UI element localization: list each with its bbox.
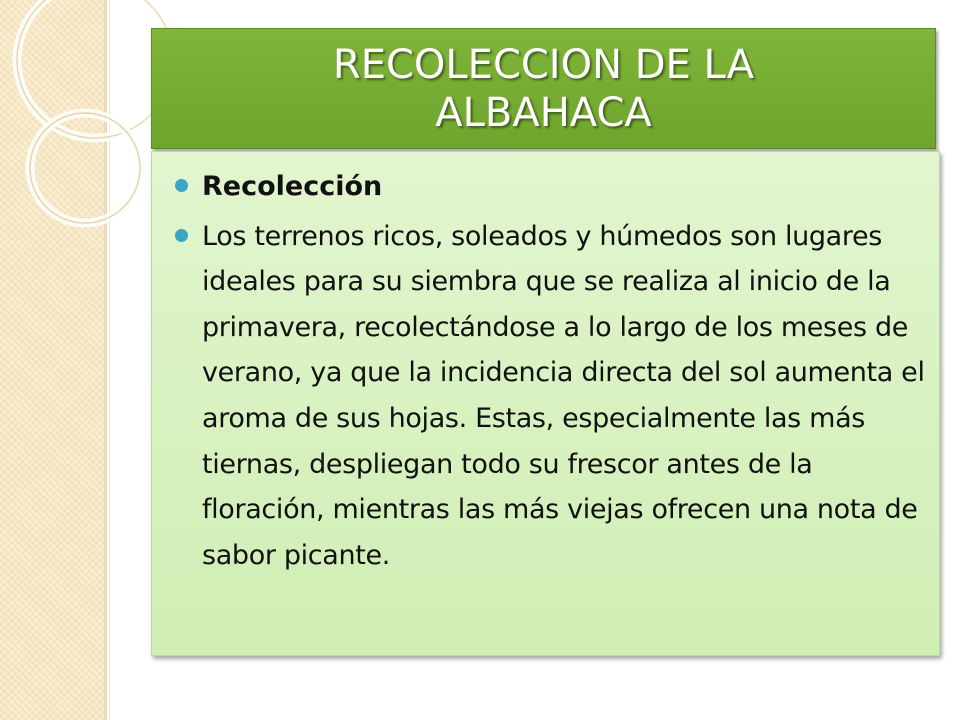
slide-content-box: [151, 151, 940, 656]
slide-title: RECOLECCION DE LA ALBAHACA: [332, 41, 755, 136]
slide-title-box: [151, 28, 936, 149]
bullet-body-text: Los terrenos ricos, soleados y húmedos son lugares ideales para su siembra que se realiza al inicio de la primavera, recolectándose a lo largo de los meses de verano, ya que la incidencia directa del sol aumenta el aroma de sus hojas. Estas, especialmente las más tiernas, despliegan todo su frescor antes de la floración, mientras las más viejas ofrecen una nota de sabor picante.: [202, 220, 925, 571]
bullet-item-body: [174, 214, 934, 579]
bullet-heading-text: Recolección: [202, 171, 383, 202]
bullet-list: [174, 164, 934, 582]
bullet-icon: [175, 179, 188, 192]
bullet-icon: [175, 229, 188, 242]
bullet-item-heading: [174, 164, 934, 210]
